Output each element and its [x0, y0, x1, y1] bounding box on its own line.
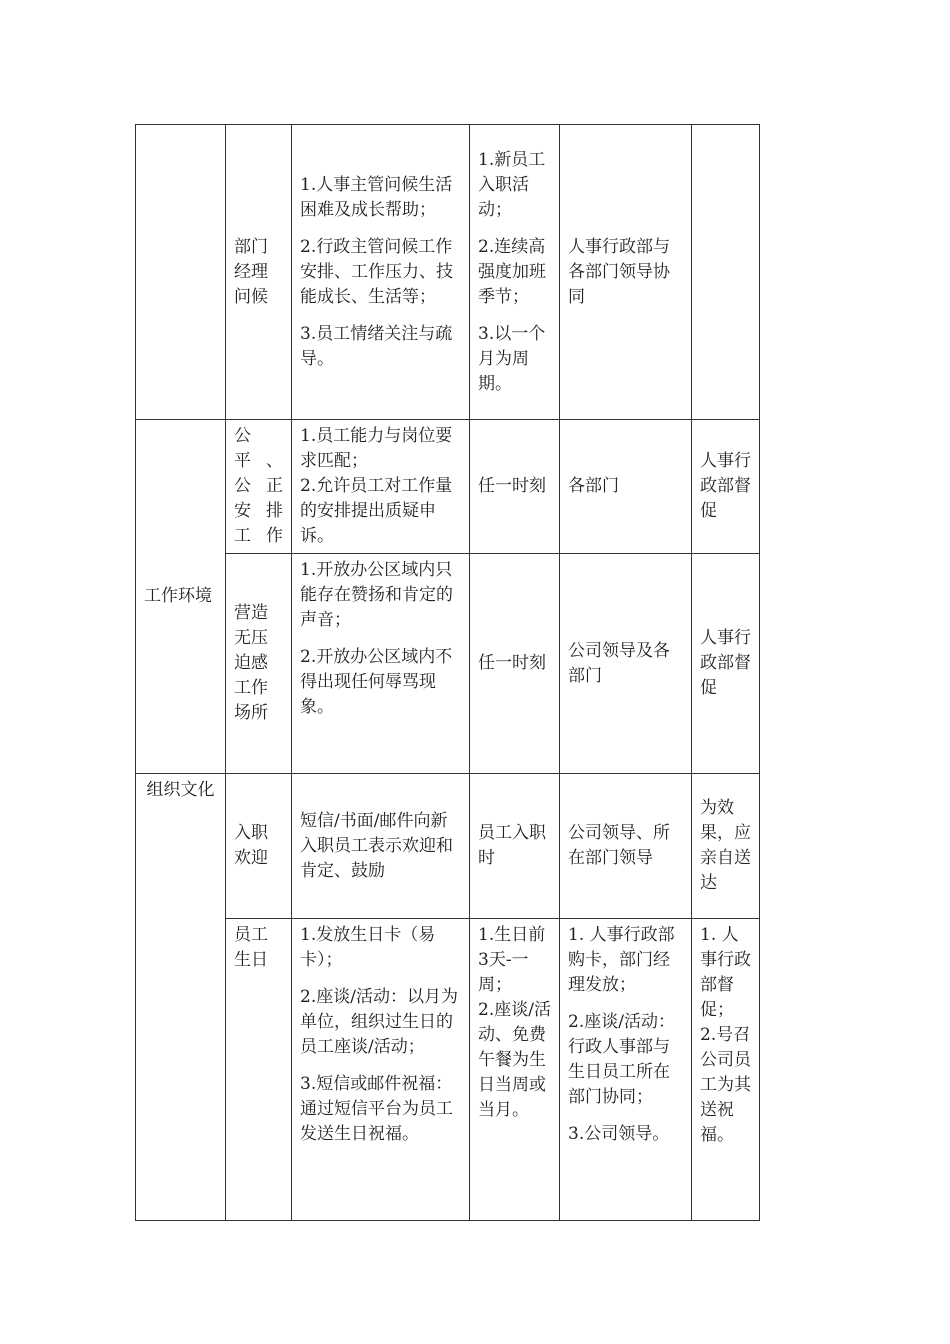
cell-responsible: 人事行政部与各部门领导协同 [560, 125, 692, 420]
cell-note: 人事行政部督促 [692, 554, 760, 774]
table-row [136, 919, 760, 1221]
cell-timing: 员工入职时 [470, 774, 560, 919]
content-line: 3.短信或邮件祝福：通过短信平台为员工发送生日祝福。 [300, 1074, 453, 1144]
timing-line: 1.生日前3天-一周； [478, 925, 546, 995]
timing-line: 2.连续高强度加班季节； [478, 236, 546, 307]
cell-note: 人事行政部督促 [692, 420, 760, 554]
table-row [136, 554, 760, 774]
cell-item: 营造无压迫感工作场所 [226, 554, 292, 774]
content-line: 1.开放办公区域内只能存在赞扬和肯定的声音； [300, 560, 453, 630]
timing-line: 2.座谈/活动、免费午餐为生日当周或当月。 [478, 1000, 551, 1120]
cell-timing [470, 125, 560, 420]
cell-note [692, 919, 760, 1221]
content-line: 1.员工能力与岗位要求匹配； [300, 426, 453, 471]
cell-item: 员工生日 [226, 919, 292, 1221]
timing-line: 1.新员工入职活动； [478, 149, 546, 220]
note-line: 2.号召公司员工为其送祝福。 [700, 1025, 751, 1145]
note-line: 1. 人事行政部督促； [700, 925, 751, 1020]
cell-note [692, 125, 760, 420]
cell-item: 公平、公正安排工作 [226, 420, 292, 554]
cell-item: 入职欢迎 [226, 774, 292, 919]
cell-timing: 任一时刻 [470, 554, 560, 774]
table-row [136, 774, 760, 919]
content-line: 3.员工情绪关注与疏导。 [300, 323, 453, 369]
cell-responsible: 各部门 [560, 420, 692, 554]
cell-note: 为效果，应亲自送达 [692, 774, 760, 919]
content-line: 2.允许员工对工作量的安排提出质疑申诉。 [300, 476, 453, 546]
content-line: 2.行政主管问候工作安排、工作压力、技能成长、生活等； [300, 236, 453, 307]
cell-content [292, 125, 470, 420]
program-table [135, 124, 760, 1221]
cell-timing [470, 919, 560, 1221]
table-row [136, 125, 760, 420]
table-row [136, 420, 760, 554]
cell-category: 组织文化 [136, 774, 226, 1221]
cell-content [292, 919, 470, 1221]
content-line: 1.发放生日卡（易卡）； [300, 925, 436, 970]
cell-responsible: 公司领导及各部门 [560, 554, 692, 774]
responsible-line: 2.座谈/活动：行政人事部与生日员工所在部门协同； [568, 1012, 675, 1107]
cell-responsible: 公司领导、所在部门领导 [560, 774, 692, 919]
responsible-line: 1. 人事行政部购卡，部门经理发放； [568, 925, 675, 995]
cell-content [292, 420, 470, 554]
content-line: 1.人事主管问候生活困难及成长帮助； [300, 174, 453, 220]
content-line: 2.开放办公区域内不得出现任何辱骂现象。 [300, 647, 453, 717]
cell-content [292, 554, 470, 774]
responsible-line: 3.公司领导。 [568, 1124, 670, 1144]
cell-category: 工作环境 [136, 420, 226, 774]
cell-content: 短信/书面/邮件向新入职员工表示欢迎和肯定、鼓励 [292, 774, 470, 919]
cell-category [136, 125, 226, 420]
cell-responsible [560, 919, 692, 1221]
timing-line: 3.以一个月为周期。 [478, 323, 546, 394]
cell-item: 部门经理问候 [226, 125, 292, 420]
content-line: 2.座谈/活动：以月为单位，组织过生日的员工座谈/活动； [300, 987, 458, 1057]
cell-timing: 任一时刻 [470, 420, 560, 554]
